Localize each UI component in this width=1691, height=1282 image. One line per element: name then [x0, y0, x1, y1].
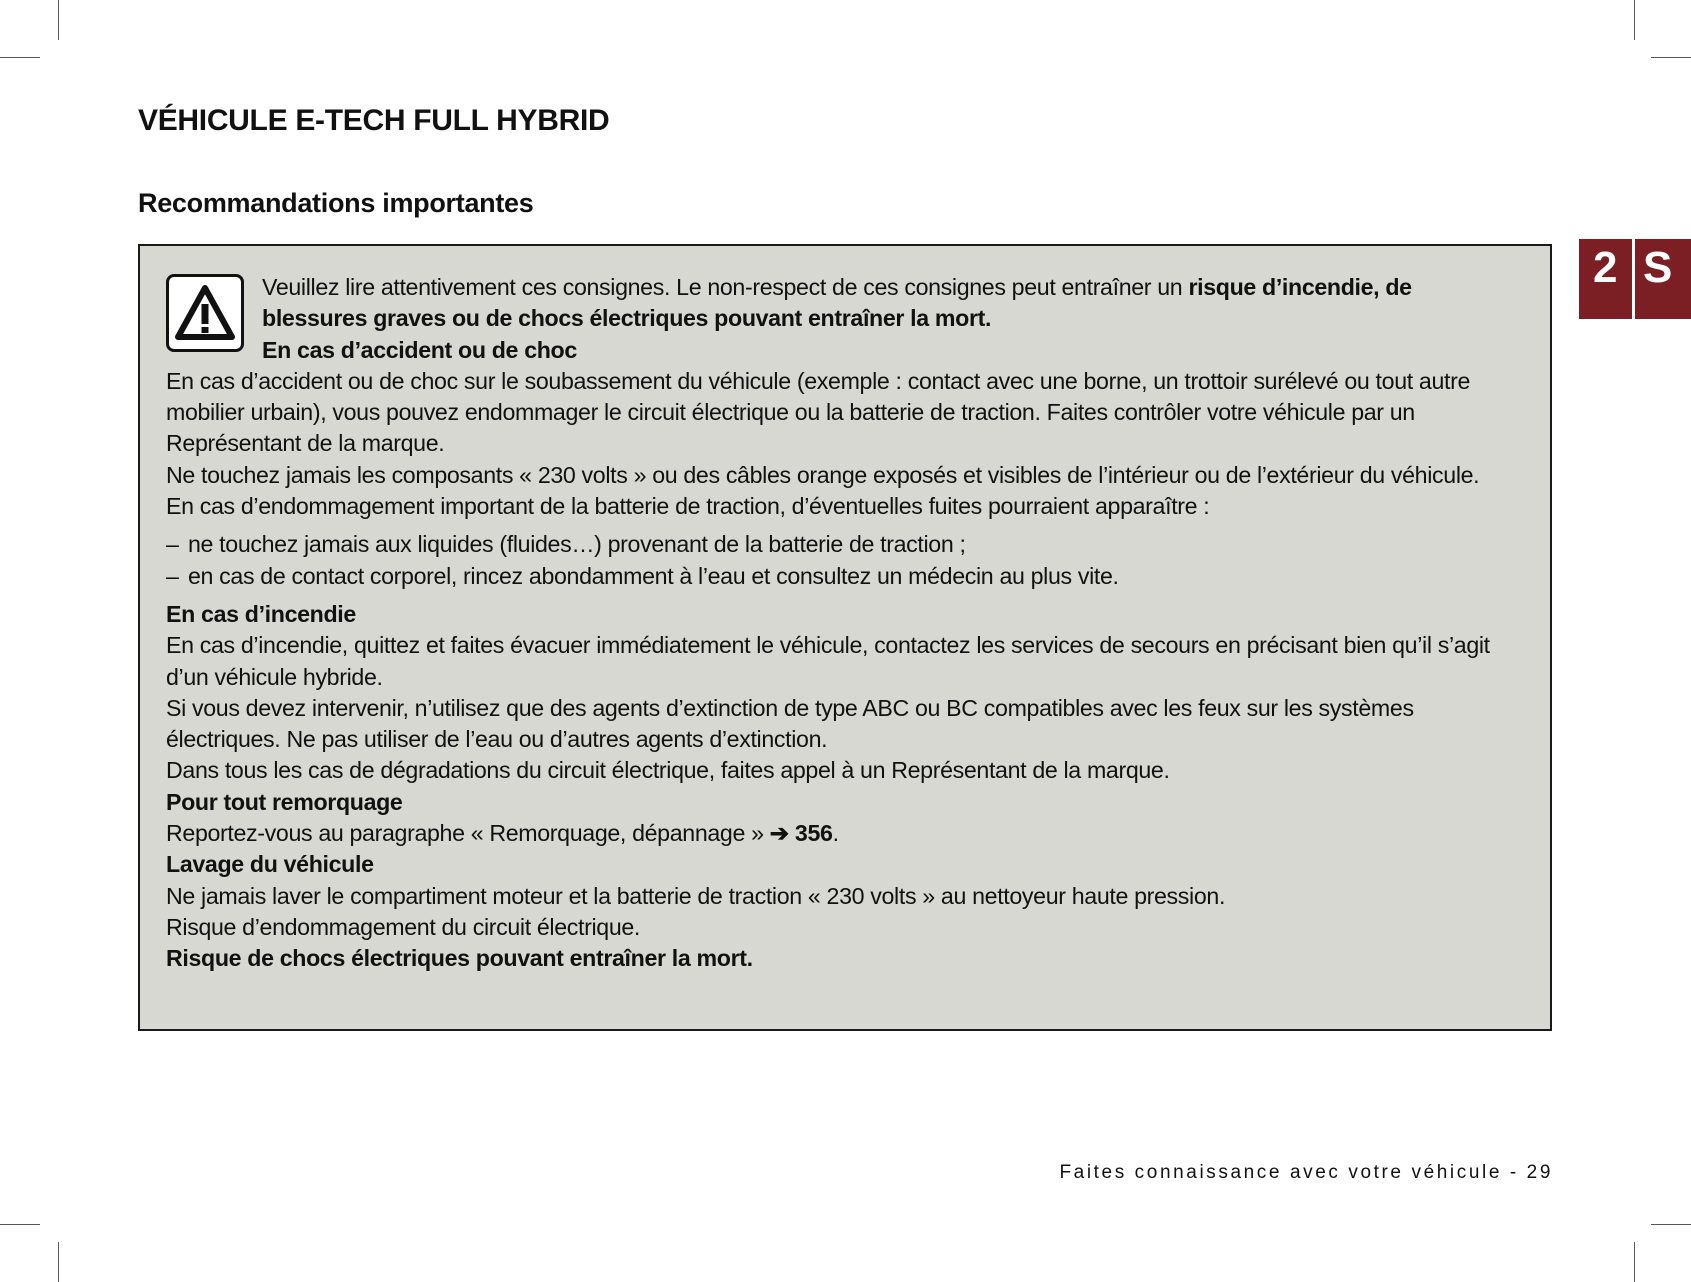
crop-mark [1634, 1242, 1635, 1282]
crop-mark [1651, 1224, 1691, 1225]
washing-paragraph: Ne jamais laver le compartiment moteur et la batterie de traction « 230 volts » au nettoyeur haute pression. [166, 882, 1226, 909]
chapter-next-letter: S [1643, 243, 1673, 292]
fire-paragraph: Si vous devez intervenir, n’utilisez que des agents d’extinction de type ABC ou BC compatibles avec les feux sur les systèmes électriques. Ne pas utiliser de l’eau ou d’autres agents d’extinction. [166, 694, 1414, 753]
leak-instructions-list [166, 529, 1516, 592]
crop-mark [58, 0, 59, 40]
warning-intro-text: Veuillez lire attentivement ces consignes. Le non-respect de ces consignes peut entraîner un [262, 274, 1189, 300]
accident-paragraph: Ne touchez jamais les composants « 230 volts » ou des câbles orange exposés et visibles de l’intérieur ou de l’extérieur du véhicule. [166, 461, 1480, 488]
page-footer: Faites connaissance avec votre véhicule - 29 [1059, 1162, 1553, 1183]
accident-heading: En cas d’accident ou de choc [262, 336, 577, 363]
warning-triangle-icon [166, 274, 244, 352]
fire-paragraph: En cas d’incendie, quittez et faites évacuer immédiatement le véhicule, contactez les services de secours en précisant bien qu’il s’agit d’un véhicule hybride. [166, 632, 1490, 690]
list-item-text: en cas de contact corporel, rincez abondamment à l’eau et consultez un médecin au plus vite. [188, 562, 1119, 589]
towing-end: . [832, 820, 839, 847]
warning-intro [166, 272, 1516, 335]
accident-paragraph: En cas d’endommagement important de la batterie de traction, d’éventuelles fuites pourraient apparaître : [166, 493, 1210, 520]
crop-mark [58, 1242, 59, 1282]
washing-final-warning: Risque de chocs électriques pouvant entraîner la mort. [166, 945, 753, 972]
towing-paragraph [166, 818, 1516, 849]
chapter-tab-divider [1632, 239, 1635, 319]
section-title: Recommandations importantes [138, 188, 534, 218]
chapter-number: 2 [1593, 243, 1618, 292]
accident-paragraph: En cas d’accident ou de choc sur le soubassement du véhicule (exemple : contact avec une borne, un trottoir surélevé ou tout autre mobilier urbain), vous pouvez endommager le circuit électrique ou la batterie de traction. Faites contrôler votre véhicule par un Représentant de la marque. [166, 367, 1471, 457]
list-item: – ne touchez jamais aux liquides (fluides…) provenant de la batterie de traction ; [166, 531, 966, 558]
crop-mark [0, 57, 40, 58]
page-reference-link[interactable]: 356 [794, 820, 833, 847]
arrow-icon: ➔ [769, 820, 789, 847]
crop-mark [1634, 0, 1635, 40]
page-title: VÉHICULE E-TECH FULL HYBRID [138, 104, 610, 137]
crop-mark [1651, 57, 1691, 58]
warning-intro-bold: risque d’incendie, de blessures graves ou de chocs électriques pouvant entraîner la mort. [262, 274, 1412, 332]
list-item-text: ne touchez jamais aux liquides (fluides…) provenant de la batterie de traction ; [188, 531, 966, 558]
washing-paragraph: Risque d’endommagement du circuit électrique. [166, 913, 641, 940]
towing-heading: Pour tout remorquage [166, 788, 403, 815]
crop-mark [0, 1224, 40, 1225]
towing-text: Reportez-vous au paragraphe « Remorquage, dépannage » [166, 820, 770, 847]
fire-paragraph: Dans tous les cas de dégradations du circuit électrique, faites appel à un Représentant de la marque. [166, 757, 1170, 784]
warning-box [138, 244, 1552, 1031]
washing-heading: Lavage du véhicule [166, 851, 374, 878]
fire-heading: En cas d’incendie [166, 600, 356, 627]
list-item: – en cas de contact corporel, rincez abondamment à l’eau et consultez un médecin au plus vite. [166, 562, 1119, 589]
chapter-tab[interactable] [1579, 239, 1691, 319]
